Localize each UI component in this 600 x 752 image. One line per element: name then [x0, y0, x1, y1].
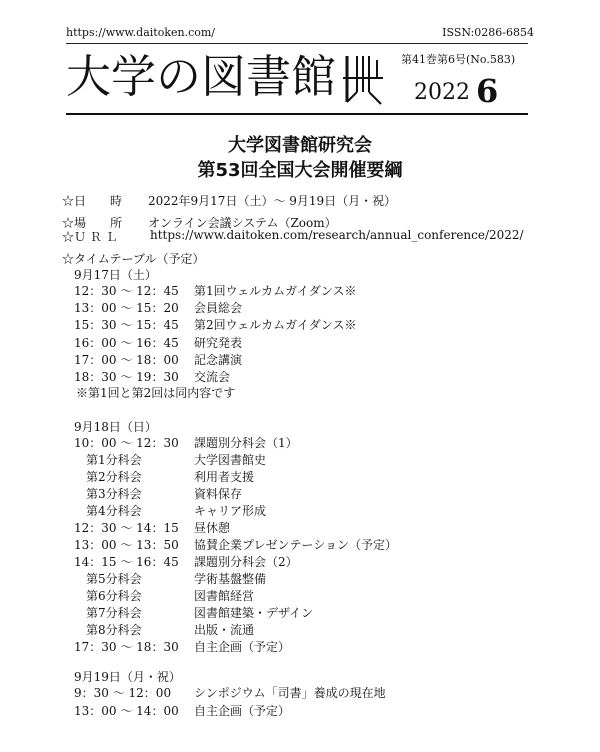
schedule-event: 出版・流通: [194, 623, 255, 637]
schedule-row: [0, 451, 600, 468]
schedule-row: [0, 334, 600, 351]
session-name: 第7分科会: [86, 606, 142, 620]
place-value: オンライン会議システム（Zoom）: [148, 216, 337, 230]
schedule-event: 大学図書館史: [194, 453, 267, 467]
place-label: ☆場 所: [62, 216, 123, 230]
schedule-row: [0, 570, 600, 587]
issn-number: ISSN:0286-6854: [442, 26, 534, 39]
day2-heading: 9月18日（日）: [74, 420, 157, 434]
article-title-line2: 第53回全国大会開催要綱: [197, 160, 403, 181]
masthead-title: 大学の図書館: [66, 50, 337, 103]
schedule-time: 17：30 ～ 18：30: [74, 640, 179, 654]
schedule-row: [0, 604, 600, 621]
schedule-row: [0, 316, 600, 333]
schedule-event: 学術基盤整備: [194, 572, 267, 586]
day1-heading: 9月17日（土）: [74, 268, 157, 282]
schedule-row: [0, 502, 600, 519]
schedule-row: [0, 282, 600, 299]
schedule-event: 図書館経営: [194, 589, 255, 603]
conference-url[interactable]: https://www.daitoken.com/research/annual_conference/2022/: [150, 228, 524, 242]
schedule-event: 昼休憩: [194, 521, 231, 535]
session-name: 第5分科会: [86, 572, 142, 586]
header-divider: [66, 43, 528, 44]
schedule-event: 利用者支援: [194, 470, 255, 484]
date-label: ☆日 時: [62, 194, 123, 208]
schedule-event: 資料保存: [194, 487, 243, 501]
schedule-row: [0, 468, 600, 485]
schedule-time: 12：30 ～ 14：15: [74, 521, 179, 535]
schedule-time: 13：00 ～ 13：50: [74, 538, 179, 552]
session-name: 第4分科会: [86, 504, 142, 518]
schedule-row: [0, 519, 600, 536]
session-name: 第2分科会: [86, 470, 142, 484]
schedule-event: 協賛企業プレゼンテーション（予定）: [194, 538, 398, 552]
schedule-event: 図書館建築・デザイン: [194, 606, 314, 620]
schedule-event: 交流会: [194, 370, 231, 384]
schedule-row: [0, 638, 600, 655]
schedule-event: 記念講演: [194, 352, 243, 367]
schedule-time: 10：00 ～ 12：30: [74, 436, 179, 450]
schedule-time: 18：30 ～ 19：30: [74, 370, 179, 384]
schedule-row: [0, 351, 600, 368]
library-logo-icon: [341, 52, 385, 106]
schedule-event: 課題別分科会（1）: [194, 436, 298, 450]
schedule-event: 研究発表: [194, 335, 243, 350]
issue-number: 6: [476, 72, 499, 110]
schedule-time: 13：00 ～ 15：20: [74, 301, 179, 316]
article-title-line1: 大学図書館研究会: [228, 135, 372, 156]
schedule-event: シンポジウム「司書」養成の現在地: [194, 686, 386, 700]
schedule-row: [0, 587, 600, 604]
schedule-row: [0, 553, 600, 570]
schedule-row: [0, 621, 600, 638]
schedule-time: 16：00 ～ 16：45: [74, 335, 179, 350]
schedule-event: 第1回ウェルカムガイダンス※: [194, 284, 357, 298]
session-name: 第6分科会: [86, 589, 142, 603]
schedule-event: 自主企画（予定）: [194, 640, 291, 654]
schedule-event: キャリア形成: [194, 504, 267, 518]
schedule-event: 課題別分科会（2）: [194, 555, 298, 569]
schedule-event: 第2回ウェルカムガイダンス※: [194, 318, 357, 333]
schedule-time: 15：30 ～ 15：45: [74, 318, 179, 333]
schedule-time: 12：30 ～ 12：45: [74, 284, 179, 298]
timetable-heading: ☆タイムテーブル（予定）: [62, 252, 205, 266]
session-name: 第1分科会: [86, 453, 142, 467]
schedule-row: [0, 485, 600, 502]
schedule-row: [0, 368, 600, 385]
schedule-time: 9：30 ～ 12：00: [74, 686, 172, 700]
schedule-event: 会員総会: [194, 301, 243, 316]
day1-note: ※第1回と第2回は同内容です: [76, 386, 236, 400]
url-label: ☆Ｕ Ｒ Ｌ: [62, 230, 118, 244]
session-name: 第3分科会: [86, 487, 142, 501]
schedule-time: 13：00 ～ 14：00: [74, 703, 179, 718]
date-value: 2022年9月17日（土）～ 9月19日（月・祝）: [148, 194, 397, 208]
masthead-divider: [66, 113, 528, 115]
header-url: https://www.daitoken.com/: [66, 26, 216, 39]
schedule-row: [0, 536, 600, 553]
session-name: 第8分科会: [86, 623, 142, 637]
schedule-event: 自主企画（予定）: [194, 703, 291, 718]
schedule-time: 14：15 ～ 16：45: [74, 555, 179, 569]
schedule-row: [0, 702, 600, 719]
schedule-row: [0, 299, 600, 316]
day3-heading: 9月19日（月・祝）: [74, 670, 181, 684]
schedule-row: [0, 434, 600, 451]
schedule-row: [0, 684, 600, 701]
volume-number: 第41巻第6号(No.583): [401, 53, 516, 66]
schedule-time: 17：00 ～ 18：00: [74, 352, 179, 367]
issue-year: 2022: [414, 80, 470, 105]
